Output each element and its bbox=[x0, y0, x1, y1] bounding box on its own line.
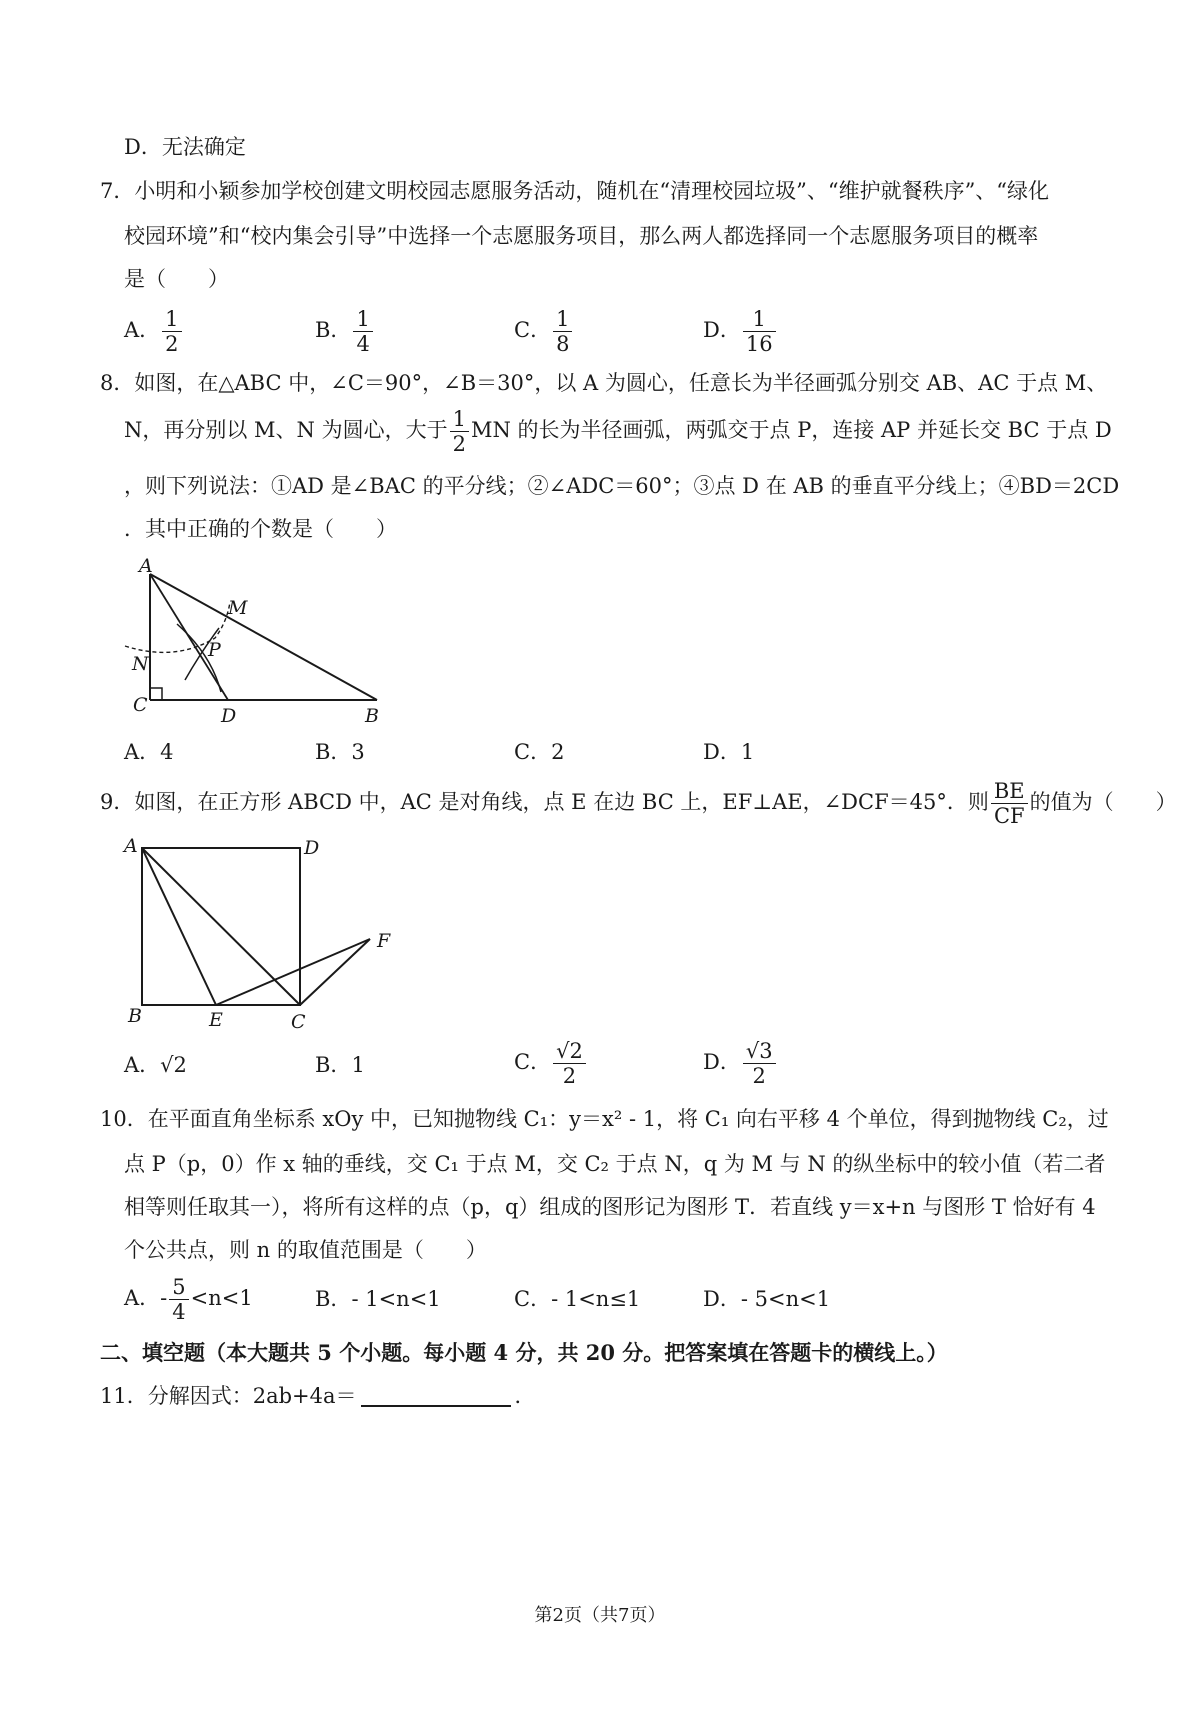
q7-option-d bbox=[703, 308, 778, 355]
q9-option-b bbox=[315, 1055, 365, 1076]
numerator: √3 bbox=[743, 1040, 776, 1064]
option-label: D． bbox=[703, 318, 741, 343]
option-label: B． bbox=[315, 318, 352, 343]
q7-line1: 7．小明和小颖参加学校创建文明校园志愿服务活动，随机在“清理校园垃圾”、“维护就餐秩序”、“绿化 bbox=[100, 179, 1050, 203]
q10-option-d bbox=[703, 1289, 830, 1310]
q11 bbox=[100, 1386, 536, 1407]
q9-stem bbox=[100, 780, 1177, 827]
fraction bbox=[169, 1276, 188, 1323]
numerator: 1 bbox=[743, 308, 776, 332]
q9-stem-tail: 的值为（ ） bbox=[1029, 790, 1177, 815]
q8-option-c: C．2 bbox=[514, 740, 565, 764]
option-label: D． bbox=[703, 1050, 741, 1075]
segment-ef bbox=[216, 939, 370, 1005]
q8-option-a: A．4 bbox=[124, 740, 174, 764]
numerator: BE bbox=[991, 780, 1028, 804]
fraction bbox=[553, 1040, 586, 1087]
q7-option-c bbox=[514, 308, 574, 355]
q9-option-d bbox=[703, 1040, 778, 1087]
page-footer: 第2页（共7页） bbox=[534, 1605, 666, 1626]
q8-line4: ．其中正确的个数是（ ） bbox=[124, 517, 397, 541]
q8-option-b: B．3 bbox=[315, 740, 365, 764]
q10-option-c bbox=[514, 1289, 640, 1310]
option-label: B． bbox=[315, 1053, 352, 1077]
label-d: D bbox=[221, 705, 237, 727]
numerator: 1 bbox=[353, 308, 372, 332]
fraction bbox=[162, 308, 181, 355]
denominator: 16 bbox=[745, 332, 773, 357]
label-e: E bbox=[209, 1009, 223, 1031]
q7-line3: 是（ ） bbox=[124, 267, 229, 291]
q8-triangle-figure bbox=[115, 552, 405, 732]
q10-line1: 10．在平面直角坐标系 xOy 中，已知抛物线 C₁：y＝x² - 1，将 C₁ 向右平移 4 个单位，得到抛物线 C₂，过 bbox=[100, 1107, 1109, 1131]
option-label: A． bbox=[124, 1286, 161, 1311]
q8-line3: ，则下列说法：①AD 是∠BAC 的平分线；②∠ADC＝60°；③点 D 在 AB 的垂直平分线上；④BD＝2CD bbox=[124, 474, 1120, 498]
q11-text: 11．分解因式：2ab+4a＝ bbox=[100, 1384, 357, 1408]
label-d: D bbox=[304, 837, 320, 859]
option-label: D． bbox=[703, 1287, 741, 1311]
section-2-heading: 二、填空题（本大题共 5 个小题。每小题 4 分，共 20 分。把答案填在答题卡的横线上。） bbox=[100, 1340, 948, 1365]
denominator: 2 bbox=[752, 1064, 766, 1089]
option-value: - 5<n<1 bbox=[740, 1287, 831, 1311]
q8-line2 bbox=[124, 408, 1112, 455]
fraction bbox=[553, 308, 572, 355]
option-label: C． bbox=[514, 1050, 552, 1075]
label-c: C bbox=[291, 1011, 306, 1033]
option-label: A． bbox=[124, 318, 161, 343]
q11-period: ． bbox=[514, 1384, 536, 1408]
q11-answer-blank[interactable] bbox=[361, 1387, 511, 1407]
q9-square-figure bbox=[115, 832, 415, 1042]
q8-option-d: D．1 bbox=[703, 740, 755, 764]
q7-line2: 校园环境”和“校内集会引导”中选择一个志愿服务项目，那么两人都选择同一个志愿服务项目的概率 bbox=[124, 224, 1039, 248]
label-n: N bbox=[132, 653, 149, 675]
q10-line3: 相等则任取其一），将所有这样的点（p，q）组成的图形记为图形 T．若直线 y＝x+n 与图形 T 恰好有 4 bbox=[124, 1195, 1096, 1219]
q8-line2-end: MN 的长为半径画弧，两弧交于点 P，连接 AP 并延长交 BC 于点 D bbox=[470, 418, 1112, 443]
numerator: 1 bbox=[553, 308, 572, 332]
label-b: B bbox=[128, 1005, 142, 1027]
denominator: 4 bbox=[356, 332, 370, 357]
q8-line2-start: N，再分别以 M、N 为圆心，大于 bbox=[124, 418, 448, 443]
segment-ae bbox=[142, 848, 216, 1005]
option-value: √2 bbox=[160, 1053, 187, 1077]
label-f: F bbox=[377, 930, 391, 952]
q10-option-b bbox=[315, 1289, 441, 1310]
option-label: B． bbox=[315, 1287, 352, 1311]
segment-cf bbox=[300, 939, 370, 1005]
q9-option-c bbox=[514, 1040, 588, 1087]
option-suffix: <n<1 bbox=[190, 1286, 253, 1311]
numerator: 1 bbox=[162, 308, 181, 332]
option-value: 1 bbox=[351, 1053, 365, 1077]
q7-option-b bbox=[315, 308, 375, 355]
option-value: - 1<n≤1 bbox=[551, 1287, 641, 1311]
segment-ab bbox=[150, 574, 377, 700]
denominator: 2 bbox=[452, 432, 466, 457]
fraction bbox=[353, 308, 372, 355]
fraction-one-half bbox=[450, 408, 469, 455]
fraction-be-cf bbox=[991, 780, 1028, 827]
minus-sign: - bbox=[160, 1286, 168, 1311]
denominator: 2 bbox=[562, 1064, 577, 1089]
option-value: - 1<n<1 bbox=[351, 1287, 441, 1311]
numerator: √2 bbox=[553, 1040, 586, 1064]
label-m: M bbox=[228, 597, 248, 619]
denominator: 4 bbox=[172, 1300, 186, 1325]
label-p: P bbox=[208, 639, 221, 661]
q6-option-d: D．无法确定 bbox=[124, 135, 246, 159]
label-b: B bbox=[365, 705, 379, 727]
option-label: C． bbox=[514, 318, 552, 343]
label-c: C bbox=[133, 694, 148, 716]
q10-line2: 点 P（p，0）作 x 轴的垂线，交 C₁ 于点 M，交 C₂ 于点 N，q 为 M 与 N 的纵坐标中的较小值（若二者 bbox=[124, 1152, 1106, 1176]
fraction bbox=[743, 1040, 776, 1087]
diagonal-ac bbox=[142, 848, 300, 1005]
option-label: A． bbox=[124, 1053, 161, 1077]
q7-option-a bbox=[124, 308, 184, 355]
q9-option-a bbox=[124, 1055, 187, 1076]
numerator: 1 bbox=[450, 408, 469, 432]
option-label: C． bbox=[514, 1287, 552, 1311]
q8-line1: 8．如图，在△ABC 中，∠C＝90°，∠B＝30°，以 A 为圆心，任意长为半径画弧分别交 AB、AC 于点 M、 bbox=[100, 371, 1108, 395]
denominator: 2 bbox=[165, 332, 179, 357]
denominator: CF bbox=[993, 804, 1025, 829]
q10-line4: 个公共点，则 n 的取值范围是（ ） bbox=[124, 1238, 487, 1262]
label-a: A bbox=[139, 555, 153, 577]
fraction bbox=[743, 308, 776, 355]
right-angle-mark bbox=[150, 688, 162, 700]
label-a: A bbox=[124, 835, 138, 857]
q10-option-a bbox=[124, 1276, 253, 1323]
numerator: 5 bbox=[169, 1276, 188, 1300]
denominator: 8 bbox=[556, 332, 570, 357]
q9-stem-text: 9．如图，在正方形 ABCD 中，AC 是对角线，点 E 在边 BC 上，EF⊥AE，∠DCF＝45°．则 bbox=[100, 790, 989, 815]
